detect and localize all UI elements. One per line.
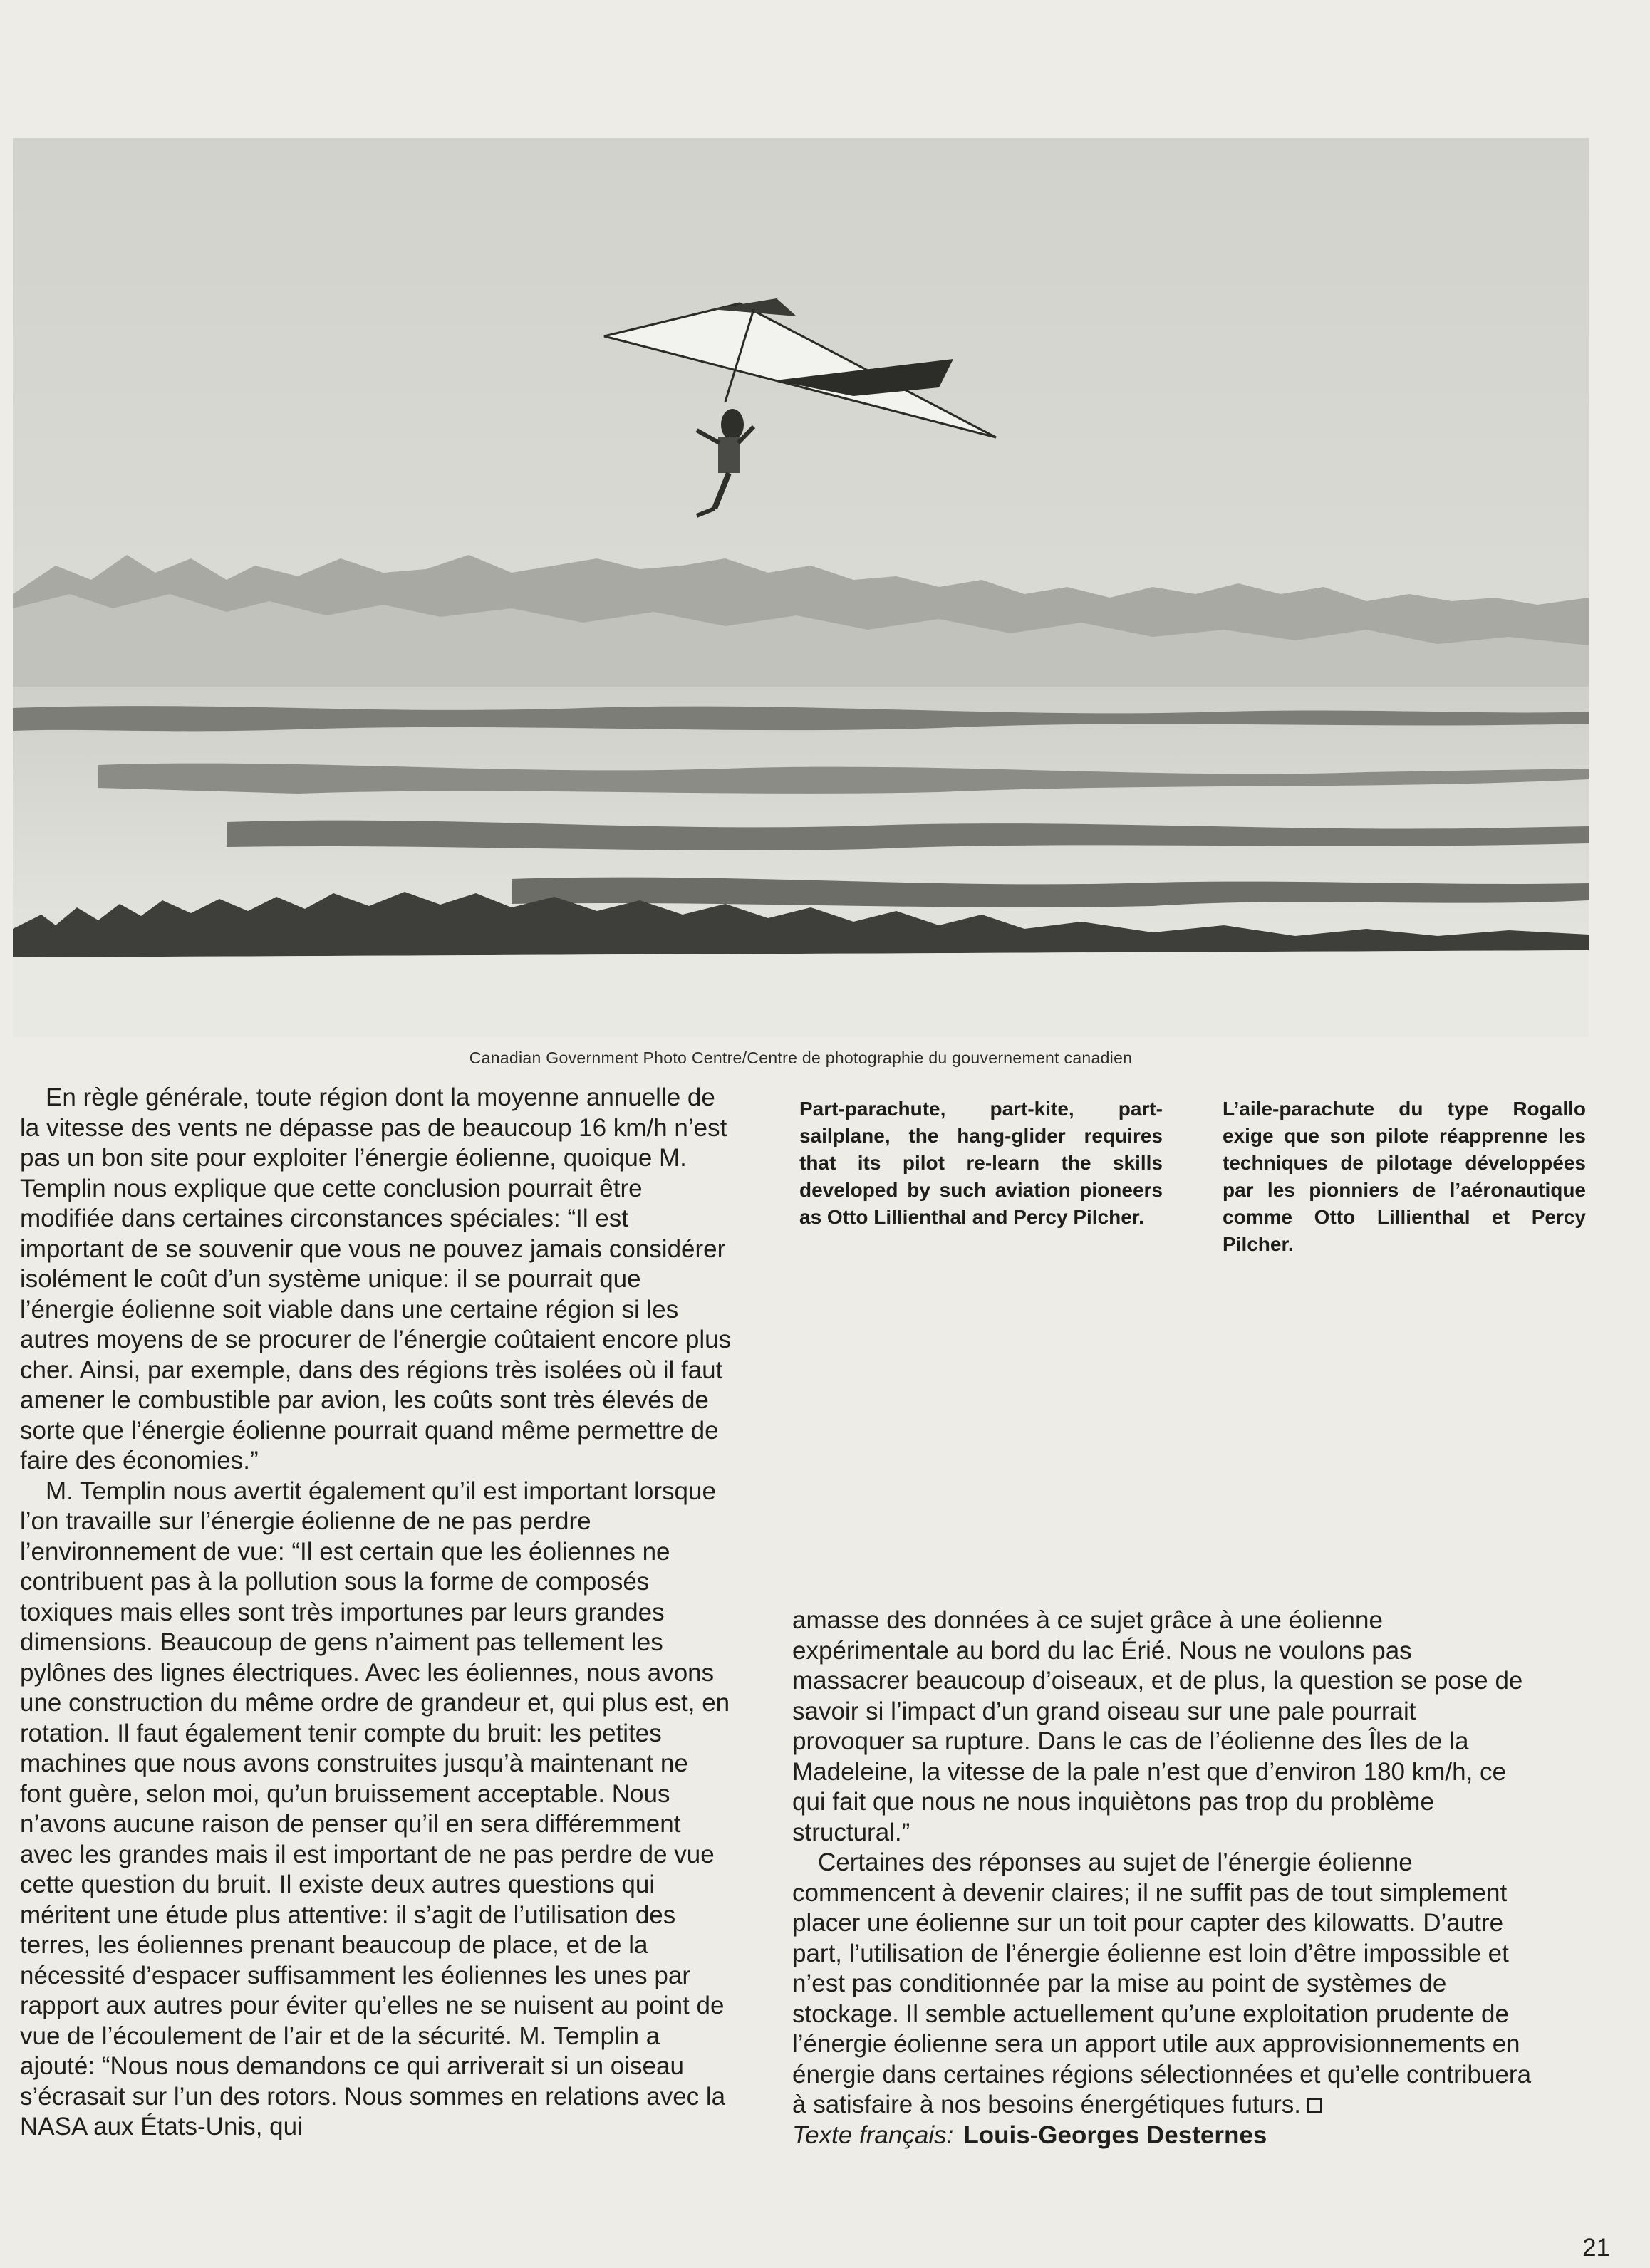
article-paragraph: En règle générale, toute région dont la moyenne annuelle de la vitesse des vents ne dépasse pas de beaucoup 16 km/h n’est pas un bon site pour exploiter l’énergie éolienne, quoique M. Templin nous explique que cette conclusion pourrait être modifiée dans certaines circonstances spéciales: “Il est important de se souvenir que vous ne pouvez jamais considérer isolément le coût d’un système unique: il se pourrait que l’énergie éolienne soit viable dans une certaine région si les autres moyens de se procurer de l’énergie coûtaient encore plus cher. Ainsi, par exemple, dans des régions très isolées où il faut amener le combustible par avion, les coûts sont très élevés de sorte que l’énergie éolienne pourrait quand même permettre de faire des économies.” <box>20 1083 732 1474</box>
article-left-column <box>20 1083 732 2143</box>
translation-credit <box>792 2121 1533 2151</box>
landscape-image <box>13 138 1589 1037</box>
article-paragraph: M. Templin nous avertit également qu’il est important lorsque l’on travaille sur l’énergie éolienne de ne pas perdre l’environnement de vue: “Il est certain que les éoliennes ne contribuent pas à la pollution sous la forme de composés toxiques mais elles sont très importunes par leurs grandes dimensions. Beaucoup de gens n’aiment pas tellement les pylônes des lignes électriques. Avec les éoliennes, nous avons une construction du même ordre de grandeur et, qui plus est, en rotation. Il faut également tenir compte du bruit: les petites machines que nous avons construites jusqu’à maintenant ne font guère, selon moi, qu’un bruissement acceptable. Nous n’avons aucune raison de penser qu’il en sera différemment avec les grandes mais il est important de ne pas perdre de vue cette question du bruit. Il existe deux autres questions qui méritent une étude plus attentive: il s’agit de l’utilisation des terres, les éoliennes prenant beaucoup de place, et de la nécessité d’espacer suffisamment les éoliennes les unes par rapport aux autres pour éviter qu’elles ne se nuisent au point de vue de l’écoulement de l’air et de la sécurité. M. Templin a ajouté: “Nous nous demandons ce qui arriverait si un oiseau s’écrasait sur l’un des rotors. Nous sommes en relations avec la NASA aux États-Unis, qui <box>20 1477 730 2140</box>
article-closing-text: Certaines des réponses au sujet de l’énergie éolienne commencent à devenir claires; il ne suffit pas de tout simplement placer une éolienne sur un toit pour capter des kilowatts. D’autre part, l’utilisation de l’énergie éolienne est loin d’être impossible et n’est pas conditionnée par la mise au point de systèmes de stockage. Il semble actuellement qu’une exploitation prudente de l’énergie éolienne sera un apport utile aux approvisionnements en énergie dans certaines régions sélectionnées et qu’elle contribuera à satisfaire à nos besoins énergétiques futurs. <box>792 1848 1532 2118</box>
caption-french: L’aile-parachute du type Rogallo exige que son pilote réapprenne les techniques de pilotage développées par les pionniers de l’aéronautique comme Otto Lillienthal et Percy Pilcher. <box>1223 1098 1586 1255</box>
article-right-column <box>792 1606 1533 2150</box>
end-of-article-mark <box>1307 2098 1322 2113</box>
caption-english: Part-parachute, part-kite, part-sailplane, the hang-glider requires that its pilot re-learn the skills developed by such aviation pioneers as Otto Lillienthal and Percy Pilcher. <box>799 1098 1163 1228</box>
photo-credit: Canadian Government Photo Centre/Centre de photographie du gouvernement canadien <box>469 1049 1133 1067</box>
translation-label: Texte français: <box>792 2121 954 2149</box>
hang-glider-photo <box>13 138 1589 1037</box>
translator-name: Louis-Georges Desternes <box>963 2121 1267 2149</box>
article-paragraph: amasse des données à ce sujet grâce à une éolienne expérimentale au bord du lac Érié. Nous ne voulons pas massacrer beaucoup d’oiseaux, et de plus, la question se pose de savoir si l’impact d’un grand oiseau sur une pale pourrait provoquer sa rupture. Dans le cas de l’éolienne des Îles de la Madeleine, la vitesse de la pale n’est que d’environ 180 km/h, ce qui fait que nous ne nous inquiètons pas trop du problème structural.” <box>792 1606 1523 1846</box>
page-number: 21 <box>1582 2234 1610 2262</box>
article-paragraph-final <box>792 1848 1533 2121</box>
